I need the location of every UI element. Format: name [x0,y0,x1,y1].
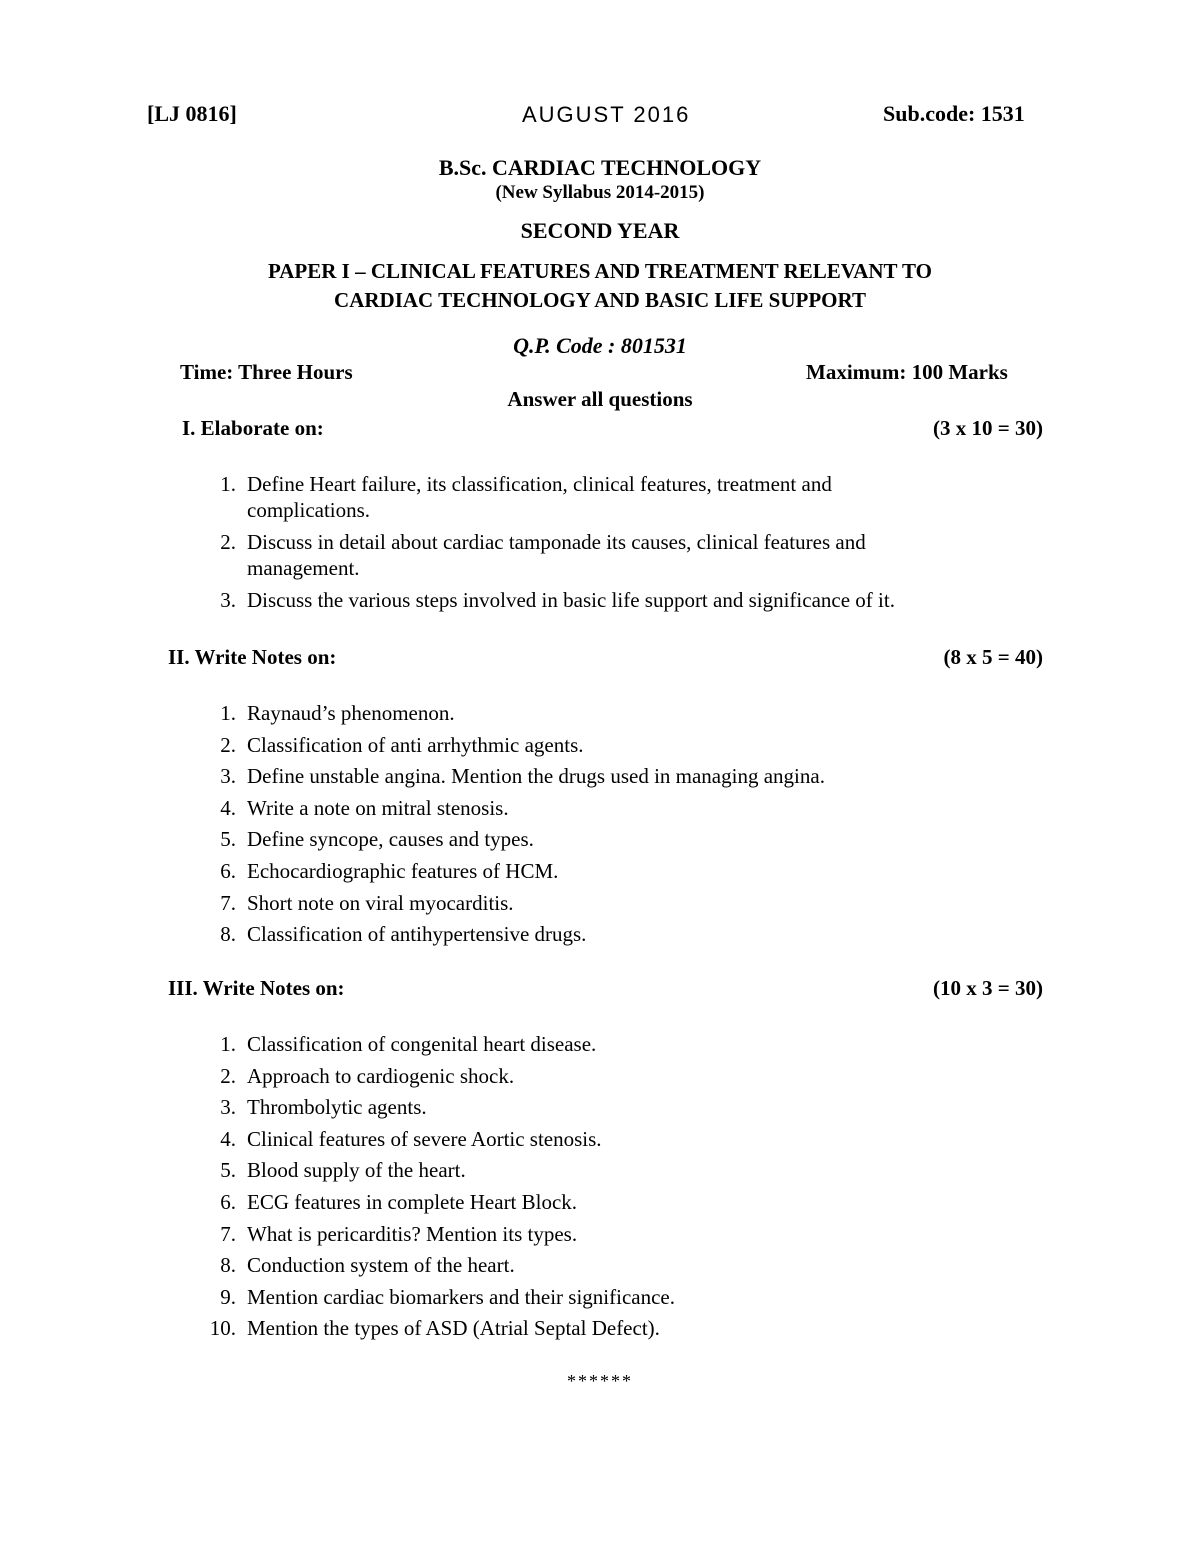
question-text: Classification of antihypertensive drugs. [247,922,587,947]
end-mark: ****** [567,1371,633,1391]
question-item [200,471,1080,529]
question-number: 3. [220,764,236,789]
question-item [200,1252,1080,1284]
question-text: Mention the types of ASD (Atrial Septal Defect). [247,1316,660,1341]
question-text: Mention cardiac biomarkers and their significance. [247,1284,675,1309]
question-text: Discuss the various steps involved in basic life support and significance of it. [247,588,895,612]
question-text: Raynaud’s phenomenon. [247,701,455,725]
question-item [200,858,1080,890]
question-text: ECG features in complete Heart Block. [247,1189,578,1214]
question-number: 1. [220,701,236,725]
question-number: 3. [220,588,236,612]
question-text: Echocardiographic features of HCM. [247,858,559,883]
question-item [200,1126,1080,1158]
question-text: Classification of anti arrhythmic agents. [247,732,584,757]
paper-title-line1: PAPER I – CLINICAL FEATURES AND TREATMENT RELEVANT TO [268,259,932,283]
question-text: Short note on viral myocarditis. [247,890,514,915]
section-marks: (8 x 5 = 40) [943,645,1043,669]
question-item [200,700,1080,732]
question-item [200,1315,1080,1347]
question-list [200,471,1080,619]
section-title: II. Write Notes on: [168,645,337,669]
question-text: Clinical features of severe Aortic stenosis. [247,1126,602,1151]
question-number: 4. [220,795,236,820]
question-number: 4. [220,1126,236,1151]
question-number: 6. [220,1189,236,1214]
question-text: Thrombolytic agents. [247,1095,427,1120]
question-number: 6. [220,858,236,883]
question-text: What is pericarditis? Mention its types. [247,1221,578,1246]
question-item [200,1221,1080,1253]
question-item [200,1284,1080,1316]
max-marks: Maximum: 100 Marks [806,360,1008,384]
question-number: 2. [220,1063,236,1088]
question-text: Conduction system of the heart. [247,1253,515,1278]
question-number: 8. [220,1253,236,1278]
question-number: 5. [220,827,236,852]
question-item [200,1063,1080,1095]
section-marks: (3 x 10 = 30) [933,416,1043,440]
paper-title-line2: CARDIAC TECHNOLOGY AND BASIC LIFE SUPPORT [334,288,866,312]
question-item [200,763,1080,795]
question-number: 3. [220,1095,236,1120]
section-title: III. Write Notes on: [168,976,345,1000]
question-text: Define syncope, causes and types. [247,827,534,852]
question-number: 7. [220,890,236,915]
qp-code: Q.P. Code : 801531 [513,333,687,358]
question-item [200,529,1080,587]
question-text: Define unstable angina. Mention the drugs used in managing angina. [247,764,825,789]
question-number: 7. [220,1221,236,1246]
question-text: Approach to cardiogenic shock. [247,1063,515,1088]
year: SECOND YEAR [520,218,680,243]
question-number: 1. [220,472,236,496]
subject-code: Sub.code: 1531 [883,101,1025,126]
question-number: 5. [220,1158,236,1183]
question-number: 8. [220,922,236,947]
syllabus: (New Syllabus 2014-2015) [495,182,705,203]
question-item [200,1031,1080,1063]
section-title: I. Elaborate on: [182,416,324,440]
question-item [200,587,1080,619]
instruction: Answer all questions [507,387,693,411]
question-text: Discuss in detail about cardiac tamponade its causes, clinical features and management. [247,530,866,580]
question-number: 10. [209,1316,236,1341]
question-number: 2. [220,732,236,757]
question-item [200,1157,1080,1189]
question-item [200,890,1080,922]
question-item [200,1094,1080,1126]
question-number: 1. [220,1032,236,1056]
course-title: B.Sc. CARDIAC TECHNOLOGY [438,155,762,180]
question-item [200,921,1080,953]
paper-code: [LJ 0816] [147,101,237,126]
exam-time: Time: Three Hours [180,360,353,384]
question-text: Classification of congenital heart disease. [247,1032,597,1056]
question-item [200,732,1080,764]
question-text: Blood supply of the heart. [247,1158,466,1183]
question-item [200,826,1080,858]
question-number: 9. [220,1284,236,1309]
section-marks: (10 x 3 = 30) [933,976,1043,1000]
question-number: 2. [220,530,236,554]
question-list [200,700,1080,953]
question-item [200,1189,1080,1221]
question-item [200,795,1080,827]
question-text: Define Heart failure, its classification, clinical features, treatment and complications. [247,472,832,522]
question-list [200,1031,1080,1347]
question-text: Write a note on mitral stenosis. [247,795,509,820]
exam-month: AUGUST 2016 [522,102,691,127]
